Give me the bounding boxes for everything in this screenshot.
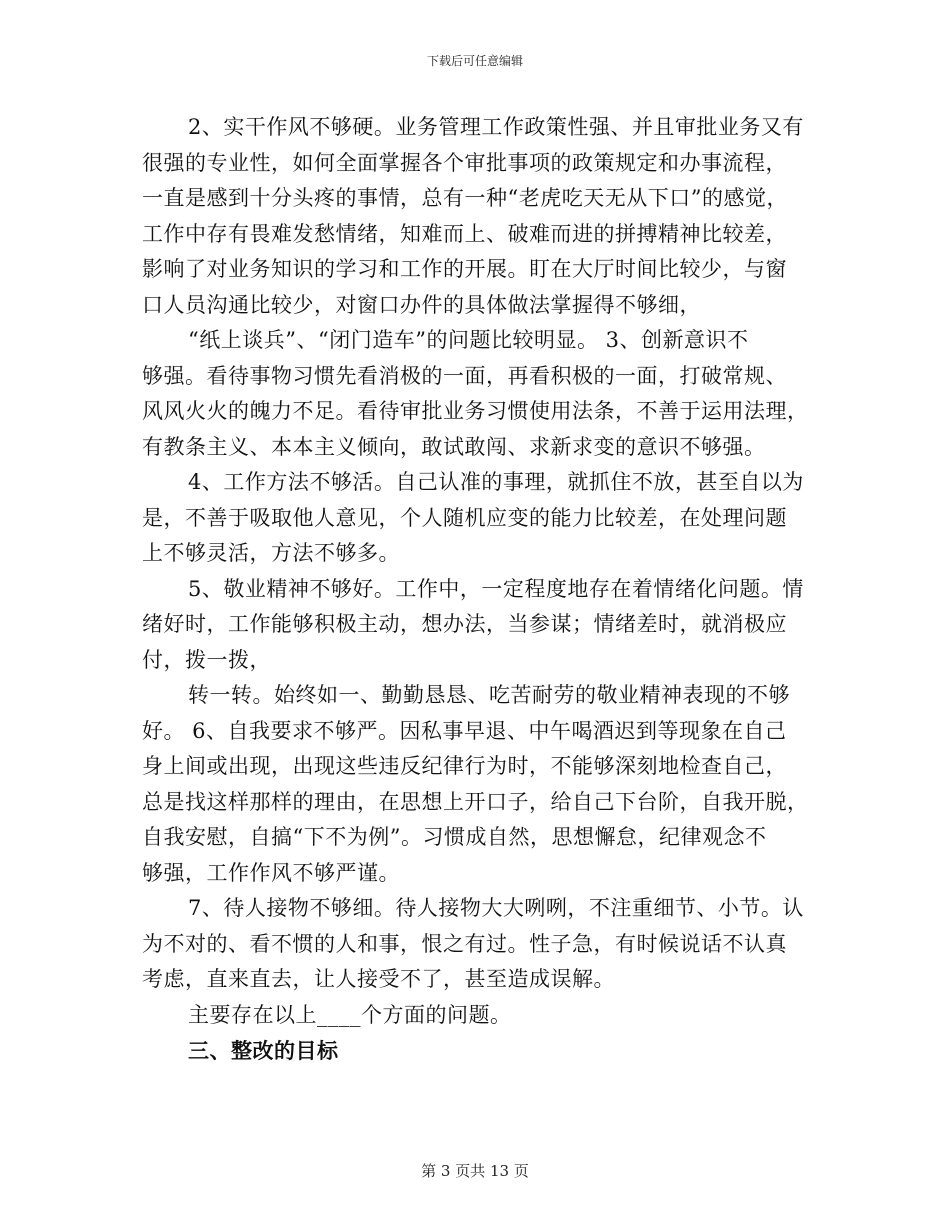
paragraph-line: 总是找这样那样的理由，在思想上开口子，给自己下台阶，自我开脱， — [142, 789, 809, 814]
paragraph-line: 上不够灵活，方法不够多。 — [142, 541, 400, 565]
paragraph-line: 够强。看待事物习惯先看消极的一面，再看积极的一面，打破常规、 — [142, 363, 787, 388]
paragraph-line: 工作中存有畏难发愁情绪，知难而上、破难而进的拼搏精神比较差， — [142, 221, 787, 246]
paragraph-line: 一直是感到十分头疼的事情，总有一种“老虎吃天无从下口”的感觉， — [142, 186, 788, 210]
paragraph-line: 是，不善于吸取他人意见，个人随机应变的能力比较差，在处理问题 — [142, 505, 787, 530]
paragraph-line: 好。 6、自我要求不够严。因私事早退、中午喝酒迟到等现象在自己 — [142, 718, 787, 743]
paragraph-line: 4、工作方法不够活。自己认准的事理，就抓住不放，甚至自以为 — [188, 470, 804, 494]
paragraph-line: 转一转。始终如一、勤勤恳恳、吃苦耐劳的敬业精神表现的不够 — [188, 683, 790, 707]
paragraph-line: 主要存在以上____个方面的问题。 — [188, 1002, 512, 1027]
page-header: 下载后可任意编辑 — [426, 54, 523, 68]
paragraph-line: 2、实干作风不够硬。业务管理工作政策性强、并且审批业务又有 — [188, 115, 804, 139]
paragraph-line: 付，拨一拨， — [142, 647, 271, 672]
paragraph-line: 绪好时，工作能够积极主动，想办法，当参谋；情绪差时，就消极应 — [142, 612, 787, 636]
paragraph-line: 口人员沟通比较少，对窗口办件的具体做法掌握得不够细， — [142, 292, 701, 317]
paragraph-line: 身上间或出现，出现这些违反纪律行为时，不能够深刻地检查自己， — [142, 754, 787, 778]
paragraph-line: “纸上谈兵”、“闭门造车”的问题比较明显。 3、创新意识不 — [188, 328, 749, 352]
paragraph-line: 5、敬业精神不够好。工作中，一定程度地存在着情绪化问题。情 — [188, 576, 804, 601]
paragraph-line: 够强，工作作风不够严谨。 — [142, 860, 400, 885]
paragraph-line: 7、待人接物不够细。待人接物大大咧咧，不注重细节、小节。认 — [188, 896, 804, 920]
section-heading: 三、整改的目标 — [188, 1038, 339, 1063]
document-body — [142, 110, 809, 1069]
page-footer: 第 3 页共 13 页 — [421, 1162, 529, 1180]
paragraph-line: 为不对的、看不惯的人和事，恨之有过。性子急，有时候说话不认真 — [142, 931, 787, 956]
paragraph-line: 影响了对业务知识的学习和工作的开展。盯在大厅时间比较少，与窗 — [142, 257, 787, 281]
paragraph-line: 考虑，直来直去，让人接受不了，甚至造成误解。 — [142, 967, 615, 991]
paragraph-line: 风风火火的魄力不足。看待审批业务习惯使用法条，不善于运用法理， — [142, 399, 809, 423]
paragraph-line: 自我安慰，自搞“下不为例”。习惯成自然，思想懈怠，纪律观念不 — [142, 825, 767, 849]
paragraph-line: 很强的专业性，如何全面掌握各个审批事项的政策规定和办事流程， — [142, 150, 787, 175]
paragraph-line: 有教条主义、本本主义倾向，敢试敢闯、求新求变的意识不够强。 — [142, 434, 766, 459]
